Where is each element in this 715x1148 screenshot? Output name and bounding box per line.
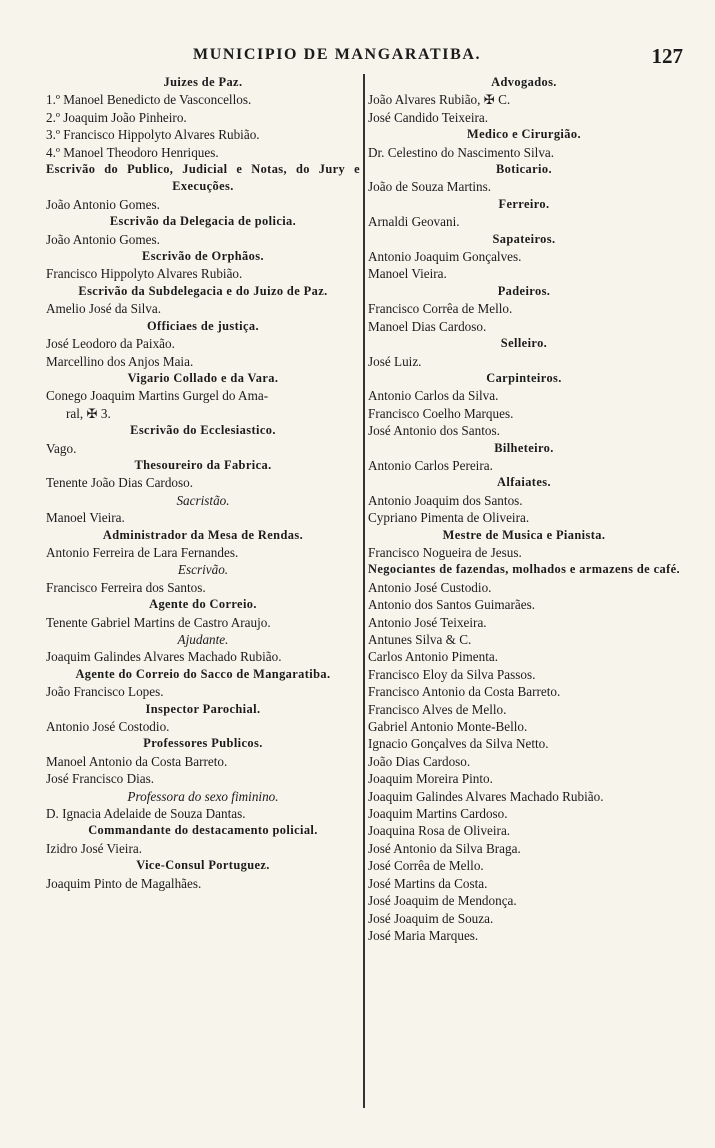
list-item: Antonio José Costodio.: [46, 719, 170, 735]
section-heading: Ferreiro.: [498, 196, 550, 211]
list-item: João de Souza Martins.: [368, 179, 492, 195]
section-heading: Bilheteiro.: [494, 440, 554, 455]
list-item: José Luiz.: [368, 353, 422, 369]
list-item: Manoel Vieira.: [46, 510, 125, 526]
list-item: João Antonio Gomes.: [46, 231, 160, 247]
list-item: Francisco Ferreira dos Santos.: [46, 579, 206, 595]
section-heading: Commandante do destacamento policial.: [88, 823, 318, 838]
list-item: Tenente João Dias Cardoso.: [46, 475, 194, 491]
list-item: João Francisco Lopes.: [46, 684, 164, 700]
section-heading: Boticario.: [496, 162, 552, 177]
list-item: Antonio José Custodio.: [368, 579, 492, 595]
list-item: Amelio José da Silva.: [46, 301, 162, 317]
list-item: 2.º Joaquim João Pinheiro.: [46, 109, 187, 125]
list-item: João Dias Cardoso.: [368, 753, 471, 769]
list-item: Tenente Gabriel Martins de Castro Araujo.: [46, 614, 271, 630]
list-item: José Joaquim de Mendonça.: [368, 893, 517, 909]
list-item: Antonio Carlos da Silva.: [368, 388, 499, 404]
list-item: Manoel Vieira.: [368, 266, 447, 282]
list-item: Francisco Nogueira de Jesus.: [368, 544, 522, 560]
right-column: [368, 74, 680, 944]
list-item: Joaquim Moreira Pinto.: [368, 771, 493, 787]
list-item: José Leodoro da Paixão.: [46, 336, 175, 352]
section-heading: Sapateiros.: [492, 231, 556, 246]
section-heading: Selleiro.: [500, 336, 548, 351]
list-item: 3.º Francisco Hippolyto Alvares Rubião.: [46, 127, 260, 143]
section-heading: Professores Publicos.: [143, 736, 263, 751]
section-heading: Escrivão do Publico, Judicial e Notas, do Jury e Execuções.: [46, 162, 360, 194]
list-item: Vago.: [46, 440, 77, 456]
list-item: Antonio Carlos Pereira.: [368, 457, 493, 473]
column-divider: [363, 74, 365, 1108]
list-item: Manoel Antonio da Costa Barreto.: [46, 753, 228, 769]
list-item: 4.º Manoel Theodoro Henriques.: [46, 144, 219, 160]
section-heading: Juizes de Paz.: [163, 75, 243, 89]
section-heading: Administrador da Mesa de Rendas.: [102, 527, 304, 542]
section-heading: Vigario Collado e da Vara.: [127, 370, 279, 385]
section-heading: Negociantes de fazendas, molhados e armazens de café.: [368, 562, 680, 577]
list-item: José Antonio da Silva Braga.: [368, 840, 521, 856]
list-item: Conego Joaquim Martins Gurgel do Ama-: [46, 388, 269, 404]
list-item: Dr. Celestino do Nascimento Silva.: [368, 144, 555, 160]
list-item: João Antonio Gomes.: [46, 196, 160, 212]
section-heading: Thesoureiro da Fabrica.: [134, 457, 272, 472]
list-item: José Martins da Costa.: [368, 875, 488, 891]
left-column: [46, 74, 360, 892]
list-item: Joaquim Martins Cardoso.: [368, 806, 508, 822]
page-number: 127: [651, 44, 683, 68]
section-heading: Carpinteiros.: [486, 370, 562, 385]
list-item: Joaquim Galindes Alvares Machado Rubião.: [46, 649, 282, 665]
section-heading: Inspector Parochial.: [145, 701, 261, 716]
list-item: ral, ✠ 3.: [66, 405, 111, 421]
list-item: Antonio Joaquim dos Santos.: [368, 492, 523, 508]
list-item: Izidro José Vieira.: [46, 840, 143, 856]
list-item: Manoel Dias Cardoso.: [368, 318, 487, 334]
list-item: Cypriano Pimenta de Oliveira.: [368, 510, 530, 526]
page-title: MUNICIPIO DE MANGARATIBA.: [193, 46, 482, 63]
section-heading: Agente do Correio do Sacco de Mangaratiba.: [75, 666, 331, 681]
list-item: Francisco Hippolyto Alvares Rubião.: [46, 266, 243, 282]
list-item: Francisco Coelho Marques.: [368, 405, 514, 421]
list-item: Arnaldi Geovani.: [368, 214, 460, 230]
list-item: Antonio José Teixeira.: [368, 614, 487, 630]
section-heading: Padeiros.: [497, 283, 551, 298]
section-heading: Vice-Consul Portuguez.: [136, 858, 270, 873]
list-item: José Antonio dos Santos.: [368, 423, 500, 439]
section-heading: Alfaiates.: [497, 475, 551, 490]
list-item: Antonio dos Santos Guimarães.: [368, 597, 536, 613]
section-subheading: Professora do sexo fiminino.: [127, 788, 279, 804]
list-item: Francisco Antonio da Costa Barreto.: [368, 684, 561, 700]
page-header: [0, 46, 715, 74]
list-item: Francisco Corrêa de Mello.: [368, 301, 513, 317]
section-heading: Medico e Cirurgião.: [467, 127, 581, 142]
list-item: Antonio Joaquim Gonçalves.: [368, 249, 522, 265]
section-heading: Escrivão do Ecclesiastico.: [130, 423, 276, 438]
list-item: Joaquina Rosa de Oliveira.: [368, 823, 511, 839]
section-subheading: Ajudante.: [177, 632, 229, 647]
list-item: D. Ignacia Adelaide de Souza Dantas.: [46, 806, 246, 822]
list-item: José Francisco Dias.: [46, 771, 155, 787]
section-heading: Agente do Correio.: [149, 597, 257, 612]
list-item: Carlos Antonio Pimenta.: [368, 649, 499, 665]
list-item: José Corrêa de Mello.: [368, 858, 484, 874]
section-subheading: Escrivão.: [177, 562, 229, 578]
section-heading: Officiaes de justiça.: [147, 318, 259, 333]
list-item: José Maria Marques.: [368, 927, 479, 943]
section-heading: Escrivão da Subdelegacia e do Juizo de Paz.: [78, 283, 328, 298]
section-heading: Advogados.: [491, 75, 557, 89]
list-item: Francisco Alves de Mello.: [368, 701, 507, 717]
list-item: Antonio Ferreira de Lara Fernandes.: [46, 544, 239, 560]
list-item: João Alvares Rubião, ✠ C.: [368, 92, 511, 108]
list-item: Marcellino dos Anjos Maia.: [46, 353, 194, 369]
list-item: 1.º Manoel Benedicto de Vasconcellos.: [46, 92, 252, 108]
section-subheading: Sacristão.: [176, 492, 230, 508]
list-item: José Candido Teixeira.: [368, 109, 489, 125]
list-item: Joaquim Pinto de Magalhães.: [46, 875, 202, 891]
list-item: Antunes Silva & C.: [368, 632, 472, 647]
list-item: José Joaquim de Souza.: [368, 910, 494, 926]
list-item: Francisco Eloy da Silva Passos.: [368, 666, 536, 682]
section-heading: Mestre de Musica e Pianista.: [442, 527, 606, 542]
section-heading: Escrivão de Orphãos.: [142, 249, 264, 264]
list-item: Joaquim Galindes Alvares Machado Rubião.: [368, 788, 604, 804]
section-heading: Escrivão da Delegacia de policia.: [109, 214, 297, 229]
list-item: Ignacio Gonçalves da Silva Netto.: [368, 736, 549, 752]
list-item: Gabriel Antonio Monte-Bello.: [368, 719, 528, 735]
